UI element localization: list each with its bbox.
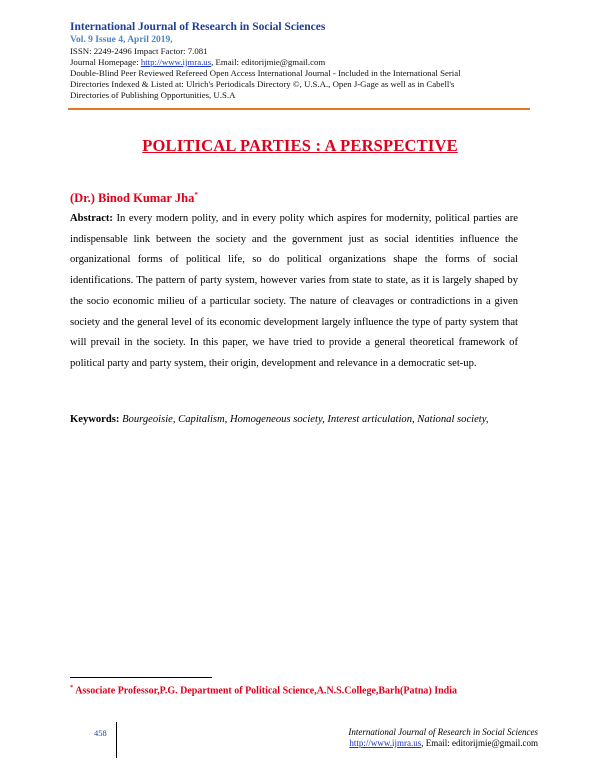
journal-header [70,20,530,101]
author [70,191,198,206]
footnote-marker: * [70,684,74,691]
issn-line: ISSN: 2249-2496 Impact Factor: 7.081 [70,46,208,56]
footer-links [348,738,538,749]
page-number: 458 [94,728,107,738]
footer-url-link[interactable]: http://www.ijmra.us [349,738,422,748]
journal-description-2: Directories Indexed & Listed at: Ulrich's Periodicals Directory ©, U.S.A., Open J-Gage as well as in Cabell's [70,79,455,89]
issue-info: Vol. 9 Issue 4, April 2019, [70,35,173,45]
keywords-text: Bourgeoisie, Capitalism, Homogeneous society, Interest articulation, National society, [119,414,489,425]
author-affiliation-footnote [70,684,457,696]
footer-divider [116,722,117,758]
journal-description-3: Directories of Publishing Opportunities, U.S.A [70,90,236,100]
abstract-text: In every modern polity, and in every polity which aspires for modernity, political parties are indispensable link between the society and the government just as social identities influence the organizational forms of political life, so do political organizations shape the forms of social identifications. The pattern of party system, however varies from state to state, as it is largely shaped by the socio economic milieu of a particular society. The nature of cleavages or contradictions in a given society and the general level of its economic development largely influence the type of party system that will prevail in the society. In this paper, we have tried to provide a general theoretical framework of political party and party system, their origin, development and relevance in a democratic set-up. [70,213,518,369]
homepage-link[interactable]: http://www.ijmra.us [140,57,212,67]
header-divider [68,108,530,110]
header-email: , Email: editorijmie@gmail.com [211,57,326,67]
paper-title: POLITICAL PARTIES : A PERSPECTIVE [142,136,458,155]
homepage-line [70,57,530,68]
journal-title: International Journal of Research in Social Sciences [70,21,326,33]
journal-description-1: Double-Blind Peer Reviewed Refereed Open Access International Journal - Included in the International Serial [70,68,461,78]
author-footnote-marker: * [194,191,198,199]
keywords [70,410,518,430]
author-name: (Dr.) Binod Kumar Jha [70,191,195,206]
footnote-text: Associate Professor,P.G. Department of Political Science,A.N.S.College,Barh(Patna) India [73,685,458,697]
abstract-label: Abstract: [70,213,113,224]
footer-journal: International Journal of Research in Social Sciences [348,727,538,737]
footnote-divider [70,677,212,678]
homepage-label: Journal Homepage: [70,57,141,67]
abstract [70,209,518,375]
footer [348,727,538,749]
keywords-label: Keywords: [70,414,120,425]
footer-email: , Email: editorijmie@gmail.com [421,738,538,748]
